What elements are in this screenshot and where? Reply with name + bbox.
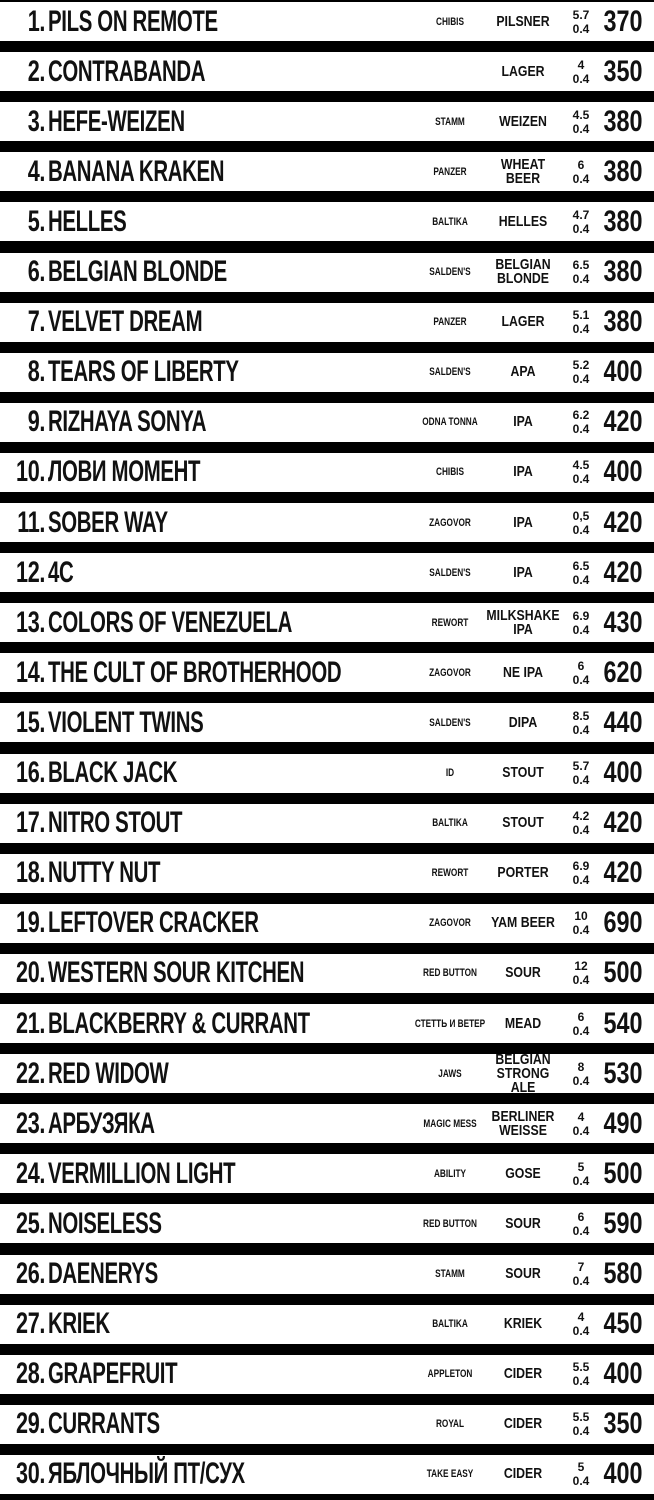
- menu-row: [0, 353, 654, 392]
- item-number: 26.: [16, 1257, 45, 1290]
- menu-row: [0, 954, 654, 993]
- beer-style: WHEAT BEER: [500, 155, 546, 187]
- beer-style: STOUT: [502, 764, 544, 781]
- item-number: 6.: [27, 255, 45, 288]
- beer-style: IPA: [513, 513, 533, 531]
- volume-value: 0.4: [572, 1374, 590, 1389]
- beer-name: CURRANTS: [48, 1407, 160, 1441]
- beer-name: BANANA KRAKEN: [48, 154, 225, 188]
- brewery-name: CHIBIS: [436, 466, 464, 479]
- abv-value: 5.7: [572, 7, 590, 22]
- item-number: 25.: [16, 1206, 45, 1240]
- beer-style: APA: [510, 363, 536, 381]
- abv-value: 10: [574, 909, 588, 924]
- price: 430: [603, 605, 643, 639]
- beer-style: BELGIAN STRONG ALE: [495, 1050, 551, 1096]
- abv-volume: [566, 1455, 596, 1494]
- price: 400: [603, 1357, 643, 1391]
- beer-name: АРБУЗЯКА: [48, 1106, 155, 1140]
- beer-name: TEARS OF LIBERTY: [48, 355, 239, 389]
- price: 590: [603, 1206, 643, 1240]
- item-number: 8.: [27, 355, 45, 389]
- volume-value: 0.4: [572, 1173, 590, 1188]
- abv-value: 7: [577, 1260, 585, 1274]
- item-number: 13.: [16, 605, 45, 639]
- volume-value: 0.4: [572, 322, 590, 337]
- beer-name: ЛОВИ МОМЕНТ: [48, 455, 201, 489]
- item-number: 4.: [27, 154, 45, 188]
- volume-value: 0.4: [572, 1424, 590, 1439]
- price: 690: [603, 906, 643, 940]
- beer-name: ЯБЛОЧНЫЙ ПТ/СУХ: [48, 1457, 245, 1491]
- abv-volume: [566, 1255, 596, 1294]
- brewery-name: ROYAL: [435, 1418, 465, 1431]
- price: 420: [603, 555, 643, 589]
- beer-name: VELVET DREAM: [48, 305, 203, 339]
- brewery-name: ABILITY: [433, 1167, 467, 1180]
- volume-value: 0.4: [572, 672, 590, 687]
- item-number: 14.: [16, 655, 45, 689]
- abv-volume: [566, 1305, 596, 1344]
- item-number: 1.: [27, 4, 45, 38]
- item-number: 19.: [16, 906, 45, 940]
- beer-style: HELLES: [498, 212, 548, 230]
- volume-value: 0.4: [572, 923, 590, 938]
- beer-name: HEFE-WEIZEN: [48, 104, 185, 138]
- volume-value: 0.4: [572, 522, 590, 537]
- beer-style: BERLINER WEISSE: [491, 1107, 555, 1139]
- price: 380: [603, 154, 643, 188]
- beer-style: PORTER: [497, 864, 549, 882]
- item-number: 21.: [16, 1006, 45, 1040]
- volume-value: 0.4: [572, 773, 590, 787]
- menu-row: [0, 303, 654, 342]
- item-number: 22.: [16, 1056, 45, 1090]
- abv-volume: [566, 854, 596, 893]
- brewery-name: SALDEN'S: [429, 266, 471, 278]
- abv-value: 5.5: [572, 1410, 590, 1425]
- item-number: 30.: [16, 1457, 45, 1491]
- abv-value: 6.5: [572, 558, 590, 573]
- menu-row: [0, 52, 654, 91]
- item-number: 29.: [16, 1407, 45, 1441]
- price: 400: [603, 455, 643, 489]
- item-number: 7.: [27, 305, 45, 339]
- beer-name: 4C: [48, 555, 74, 589]
- price: 620: [603, 655, 643, 689]
- abv-value: 12: [574, 959, 588, 974]
- beer-name: DAENERYS: [48, 1257, 158, 1290]
- abv-value: 6: [577, 157, 585, 172]
- menu-row: [0, 904, 654, 943]
- price: 580: [603, 1257, 643, 1290]
- brewery-name: MAGIC MESS: [423, 1117, 477, 1130]
- item-number: 10.: [16, 455, 45, 489]
- menu-row: [0, 653, 654, 692]
- beer-name: VERMILLION LIGHT: [48, 1156, 236, 1190]
- abv-value: 8.5: [572, 708, 590, 723]
- abv-volume: [566, 804, 596, 843]
- brewery-name: BALTIKA: [432, 1318, 468, 1331]
- menu-row: [0, 754, 654, 793]
- price: 380: [603, 255, 643, 288]
- abv-value: 5: [577, 1159, 585, 1174]
- beer-style: MEAD: [504, 1014, 542, 1032]
- beer-style: KRIEK: [503, 1315, 543, 1333]
- beer-style: LAGER: [501, 313, 545, 331]
- price: 400: [603, 355, 643, 389]
- beer-name: VIOLENT TWINS: [48, 705, 204, 739]
- menu-row: [0, 1004, 654, 1043]
- abv-volume: [566, 303, 596, 342]
- beer-name: LEFTOVER CRACKER: [48, 906, 259, 940]
- beer-style: IPA: [513, 463, 533, 481]
- abv-volume: [566, 1104, 596, 1143]
- volume-value: 0.4: [572, 1073, 590, 1088]
- volume-value: 0.4: [572, 21, 590, 36]
- beer-name: SOBER WAY: [48, 505, 168, 539]
- beer-name: THE CULT OF BROTHERHOOD: [48, 655, 342, 689]
- menu-row: [0, 503, 654, 542]
- volume-value: 0.4: [572, 171, 590, 186]
- menu-row: [0, 1154, 654, 1193]
- item-number: 12.: [16, 555, 45, 589]
- beer-name: CONTRABANDA: [48, 54, 206, 88]
- item-number: 2.: [27, 54, 45, 88]
- volume-value: 0.4: [572, 1023, 590, 1038]
- beer-name: BLACK JACK: [48, 756, 178, 789]
- abv-volume: [566, 1054, 596, 1093]
- abv-volume: [566, 653, 596, 692]
- brewery-name: REWORT: [431, 867, 469, 880]
- abv-value: 6: [577, 658, 585, 673]
- price: 420: [603, 405, 643, 439]
- brewery-name: SALDEN'S: [429, 566, 471, 579]
- volume-value: 0.4: [572, 823, 590, 838]
- menu-row: [0, 804, 654, 843]
- beer-style: IPA: [513, 413, 533, 431]
- price: 420: [603, 806, 643, 840]
- beer-style: WEIZEN: [499, 112, 547, 130]
- brewery-name: RED BUTTON: [423, 1217, 477, 1230]
- item-number: 20.: [16, 956, 45, 990]
- brewery-name: ZAGOVOR: [429, 516, 471, 529]
- abv-value: 6: [577, 1009, 585, 1024]
- volume-value: 0.4: [572, 873, 590, 888]
- item-number: 27.: [16, 1307, 45, 1341]
- abv-value: 6.9: [572, 859, 590, 874]
- beer-style: CIDER: [503, 1465, 543, 1483]
- menu-row: [0, 1050, 654, 1096]
- price: 380: [603, 204, 643, 238]
- menu-row: [0, 403, 654, 442]
- volume-value: 0.4: [572, 1474, 590, 1489]
- abv-volume: [566, 603, 596, 642]
- item-number: 17.: [16, 806, 45, 840]
- volume-value: 0.4: [572, 422, 590, 437]
- abv-volume: [566, 954, 596, 993]
- brewery-name: PANZER: [433, 165, 467, 178]
- menu-row: [0, 152, 654, 191]
- brewery-name: СТЕТТЬ И ВЕТЕР: [414, 1017, 486, 1030]
- abv-volume: [566, 102, 596, 141]
- brewery-name: APPLETON: [427, 1368, 473, 1381]
- menu-row: [0, 102, 654, 141]
- abv-value: 4: [577, 1109, 585, 1124]
- abv-volume: [566, 152, 596, 191]
- menu-row: [0, 453, 654, 492]
- price: 400: [603, 1457, 643, 1491]
- beer-style: IPA: [513, 563, 533, 581]
- price: 490: [603, 1106, 643, 1140]
- beer-style: MILKSHAKE IPA: [486, 606, 560, 638]
- price: 530: [603, 1056, 643, 1090]
- brewery-name: BALTIKA: [432, 215, 468, 228]
- abv-volume: [566, 52, 596, 91]
- volume-value: 0.4: [572, 1324, 590, 1339]
- abv-value: 4: [577, 1310, 585, 1325]
- price: 500: [603, 1156, 643, 1190]
- brewery-name: JAWS: [438, 1067, 462, 1080]
- beer-style: STOUT: [502, 814, 544, 832]
- item-number: 16.: [16, 756, 45, 789]
- beer-name: KRIEK: [48, 1307, 110, 1341]
- beer-name: GRAPEFRUIT: [48, 1357, 178, 1391]
- volume-value: 0.4: [572, 1123, 590, 1138]
- beer-style: SOUR: [505, 1265, 541, 1282]
- price: 440: [603, 705, 643, 739]
- abv-volume: [566, 1355, 596, 1394]
- beer-style: DIPA: [508, 713, 538, 731]
- volume-value: 0.4: [572, 472, 590, 487]
- brewery-name: RED BUTTON: [423, 967, 477, 980]
- abv-value: 4.2: [572, 809, 590, 824]
- abv-value: 4.5: [572, 458, 590, 473]
- abv-volume: [566, 353, 596, 392]
- price: 350: [603, 1407, 643, 1441]
- volume-value: 0.4: [572, 622, 590, 637]
- abv-value: 6.9: [572, 608, 590, 623]
- volume-value: 0.4: [572, 272, 590, 286]
- beer-name: BLACKBERRY & CURRANT: [48, 1006, 310, 1040]
- beer-name: RIZHAYA SONYA: [48, 405, 207, 439]
- beer-style: CIDER: [503, 1415, 543, 1433]
- beer-name: NUTTY NUT: [48, 856, 161, 890]
- price: 420: [603, 856, 643, 890]
- menu-row: [0, 1255, 654, 1294]
- menu-row: [0, 1405, 654, 1444]
- brewery-name: [420, 52, 480, 91]
- abv-volume: [566, 1204, 596, 1243]
- price: 350: [603, 54, 643, 88]
- abv-volume: [566, 2, 596, 41]
- item-number: 15.: [16, 705, 45, 739]
- abv-volume: [566, 253, 596, 292]
- abv-volume: [566, 703, 596, 742]
- price: 540: [603, 1006, 643, 1040]
- item-number: 24.: [16, 1156, 45, 1190]
- menu-row: [0, 553, 654, 592]
- price: 500: [603, 956, 643, 990]
- price: 370: [603, 4, 643, 38]
- item-number: 3.: [27, 104, 45, 138]
- beer-style: SOUR: [505, 1214, 541, 1232]
- abv-value: 5.5: [572, 1360, 590, 1375]
- brewery-name: ZAGOVOR: [429, 917, 471, 930]
- brewery-name: ZAGOVOR: [429, 666, 471, 679]
- brewery-name: CHIBIS: [436, 15, 464, 28]
- abv-value: 4.7: [572, 207, 590, 222]
- menu-row: [0, 202, 654, 241]
- beer-style: PILSNER: [496, 12, 550, 30]
- brewery-name: SALDEN'S: [429, 716, 471, 729]
- abv-volume: [566, 202, 596, 241]
- beer-style: GOSE: [505, 1164, 541, 1182]
- abv-value: 5: [577, 1460, 585, 1475]
- beer-style: NE IPA: [502, 663, 544, 681]
- abv-volume: [566, 1004, 596, 1043]
- beer-style: LAGER: [501, 62, 545, 80]
- beer-name: RED WIDOW: [48, 1056, 169, 1090]
- menu-row: [0, 2, 654, 41]
- menu-row: [0, 603, 654, 642]
- item-number: 5.: [27, 204, 45, 238]
- brewery-name: SALDEN'S: [429, 366, 471, 379]
- volume-value: 0.4: [572, 121, 590, 136]
- menu-row: [0, 1355, 654, 1394]
- beer-style: CIDER: [503, 1365, 543, 1383]
- price: 400: [603, 756, 643, 789]
- abv-volume: [566, 553, 596, 592]
- volume-value: 0.4: [572, 1223, 590, 1238]
- brewery-name: REWORT: [431, 616, 469, 629]
- brewery-name: ID: [445, 767, 455, 779]
- price: 380: [603, 305, 643, 339]
- abv-value: 5.7: [572, 759, 590, 773]
- volume-value: 0.4: [572, 372, 590, 387]
- item-number: 11.: [17, 505, 45, 539]
- abv-volume: [566, 403, 596, 442]
- beer-name: WESTERN SOUR KITCHEN: [48, 956, 305, 990]
- volume-value: 0.4: [572, 71, 590, 86]
- brewery-name: STAMM: [435, 1268, 465, 1280]
- abv-volume: [566, 503, 596, 542]
- abv-volume: [566, 1405, 596, 1444]
- abv-value: 4: [577, 57, 585, 72]
- menu-row: [0, 1305, 654, 1344]
- abv-value: 6.5: [572, 258, 590, 272]
- menu-row: [0, 1455, 654, 1494]
- beer-style: YAM BEER: [491, 914, 555, 932]
- abv-value: 4.5: [572, 107, 590, 122]
- volume-value: 0.4: [572, 1274, 590, 1288]
- abv-value: 0,5: [572, 508, 590, 523]
- beer-name: PILS ON REMOTE: [48, 4, 218, 38]
- abv-value: 5.1: [572, 308, 590, 323]
- brewery-name: STAMM: [435, 115, 465, 128]
- beer-style: BELGIAN BLONDE: [495, 256, 551, 287]
- abv-volume: [566, 453, 596, 492]
- menu-row: [0, 1104, 654, 1143]
- volume-value: 0.4: [572, 722, 590, 737]
- menu-row: [0, 703, 654, 742]
- volume-value: 0.4: [572, 221, 590, 236]
- abv-value: 8: [577, 1059, 585, 1074]
- item-number: 9.: [27, 405, 45, 439]
- brewery-name: BALTIKA: [432, 817, 468, 830]
- abv-value: 6: [577, 1209, 585, 1224]
- abv-value: 6.2: [572, 408, 590, 423]
- abv-volume: [566, 1154, 596, 1193]
- item-number: 23.: [16, 1106, 45, 1140]
- menu-row: [0, 253, 654, 292]
- brewery-name: PANZER: [433, 316, 467, 329]
- abv-volume: [566, 904, 596, 943]
- volume-value: 0.4: [572, 973, 590, 988]
- beer-name: HELLES: [48, 204, 127, 238]
- menu-row: [0, 1204, 654, 1243]
- abv-value: 5.2: [572, 358, 590, 373]
- item-number: 18.: [16, 856, 45, 890]
- beer-name: BELGIAN BLONDE: [48, 255, 227, 288]
- beer-style: SOUR: [505, 964, 541, 982]
- brewery-name: ODNA TONNA: [422, 416, 478, 429]
- price: 380: [603, 104, 643, 138]
- item-number: 28.: [16, 1357, 45, 1391]
- beer-name: NITRO STOUT: [48, 806, 183, 840]
- menu-row: [0, 854, 654, 893]
- price: 420: [603, 505, 643, 539]
- abv-volume: [566, 754, 596, 793]
- beer-name: NOISELESS: [48, 1206, 162, 1240]
- volume-value: 0.4: [572, 572, 590, 587]
- beer-name: COLORS OF VENEZUELA: [48, 605, 293, 639]
- price: 450: [603, 1307, 643, 1341]
- brewery-name: TAKE EASY: [426, 1468, 474, 1481]
